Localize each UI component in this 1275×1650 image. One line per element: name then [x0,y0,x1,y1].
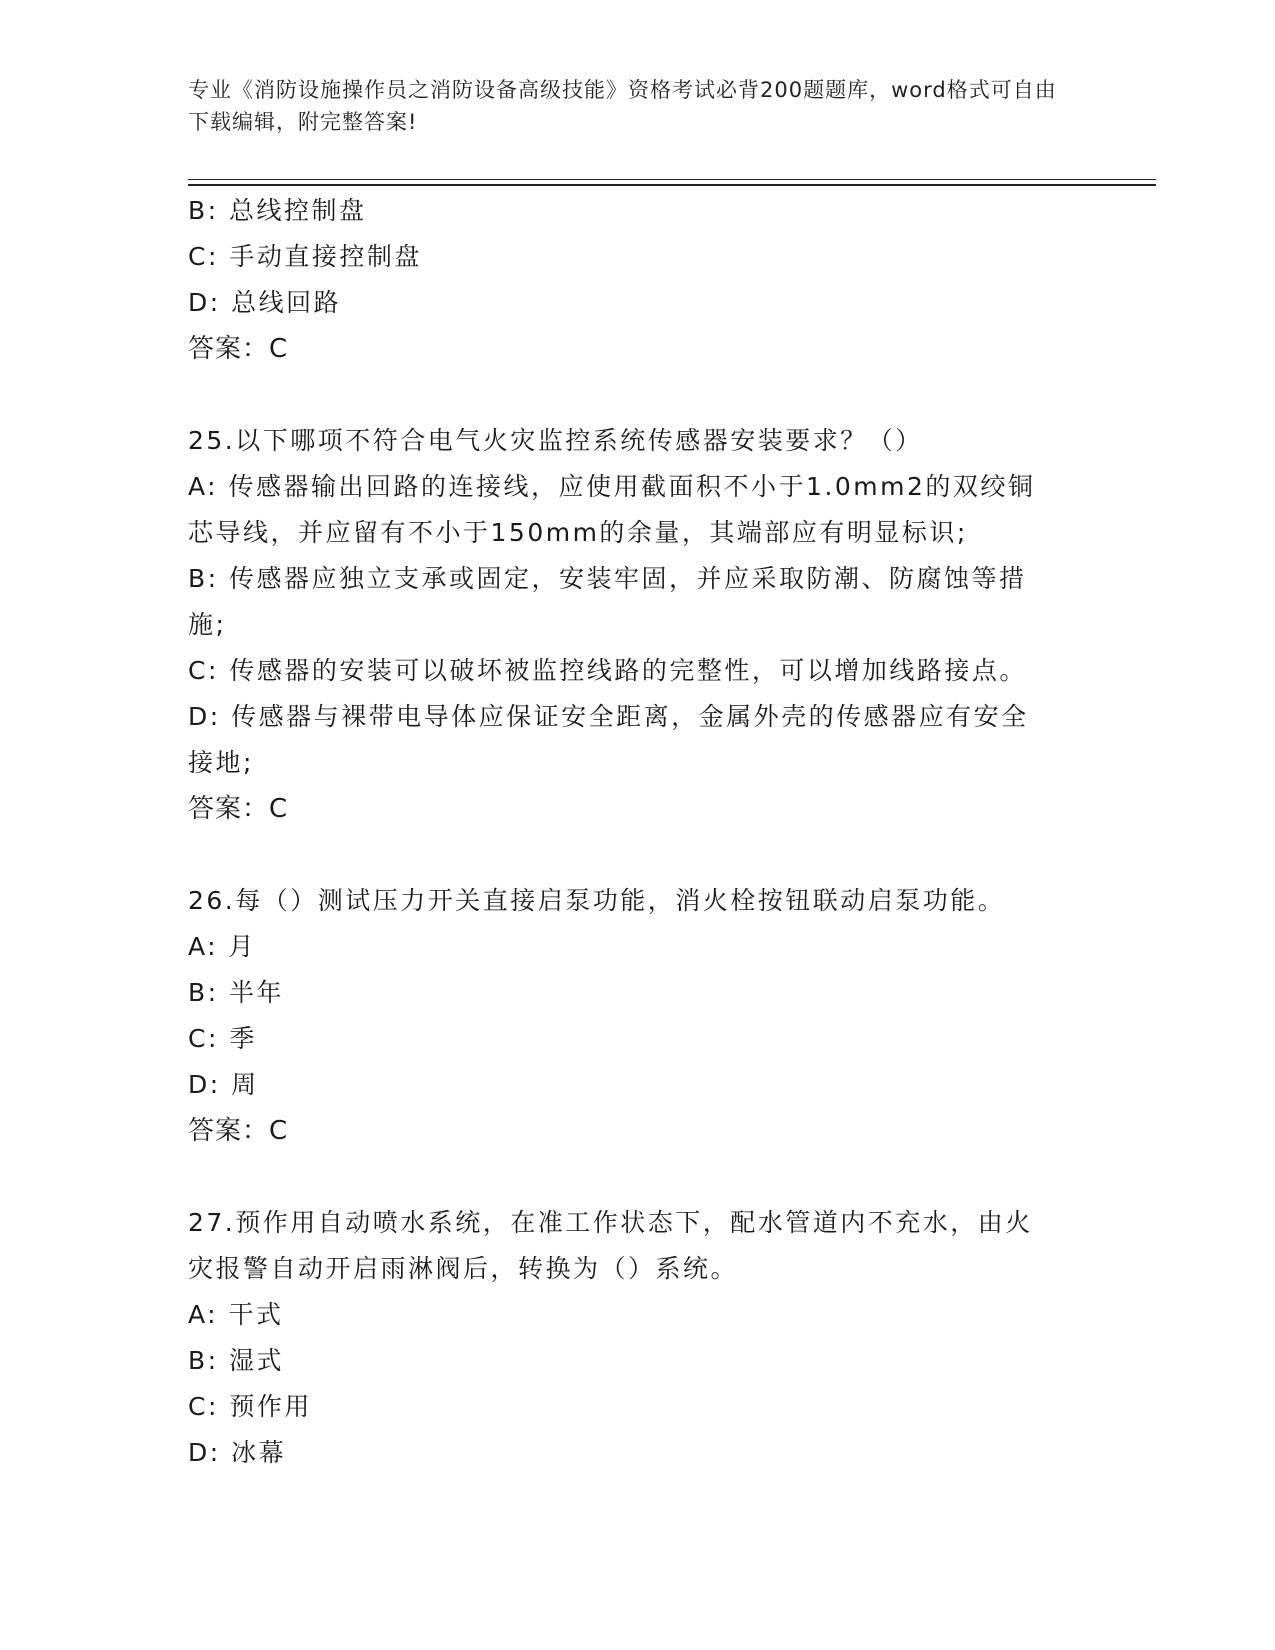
option-a-line-1: A: 传感器输出回路的连接线，应使用截面积不小于1.0mm2的双绞铜 [188,472,1036,501]
option-d: D: 冰幕 [188,1438,287,1467]
option-a-line-2: 芯导线，并应留有不小于150mm的余量，其端部应有明显标识; [188,518,968,547]
header-divider-thick [188,184,1156,186]
question-block-26 [188,878,1088,1154]
option-a: A: 干式 [188,1300,284,1329]
option-c: C: 预作用 [188,1392,312,1421]
question-stem-line-2: 灾报警自动开启雨淋阀后，转换为（）系统。 [188,1254,739,1283]
option-b-line-2: 施; [188,610,227,639]
question-list [188,188,1088,1476]
option-b: B: 总线控制盘 [188,196,367,225]
question-stem: 25.以下哪项不符合电气火灾监控系统传感器安装要求？（） [188,426,923,455]
option-d: D: 总线回路 [188,288,342,317]
answer-line: 答案：C [188,794,289,824]
document-header: 专业《消防设施操作员之消防设备高级技能》资格考试必背200题题库，word格式可自由下载编辑，附完整答案! [188,78,1057,134]
option-a: A: 月 [188,932,257,961]
question-stem-line-1: 27.预作用自动喷水系统，在准工作状态下，配水管道内不充水，由火 [188,1208,1033,1237]
question-block-24 [188,188,1088,372]
question-block-25 [188,418,1088,832]
spacer [188,832,1088,878]
option-b: B: 半年 [188,978,285,1007]
option-b: B: 湿式 [188,1346,285,1375]
option-c: C: 季 [188,1024,257,1053]
option-b-line-1: B: 传感器应独立支承或固定，安装牢固，并应采取防潮、防腐蚀等措 [188,564,1027,593]
answer-line: 答案：C [188,334,289,364]
option-d: D: 周 [188,1070,259,1099]
option-d-line-2: 接地; [188,748,254,777]
option-d-line-1: D: 传感器与裸带电导体应保证安全距离，金属外壳的传感器应有安全 [188,702,1029,731]
answer-line: 答案：C [188,1116,289,1146]
spacer [188,372,1088,418]
option-c: C: 手动直接控制盘 [188,242,422,271]
question-block-27 [188,1200,1088,1476]
option-c: C: 传感器的安装可以破坏被监控线路的完整性，可以增加线路接点。 [188,656,1027,685]
spacer [188,1154,1088,1200]
header-divider-thin [188,179,1156,180]
question-stem: 26.每（）测试压力开关直接启泵功能，消火栓按钮联动启泵功能。 [188,886,1006,915]
